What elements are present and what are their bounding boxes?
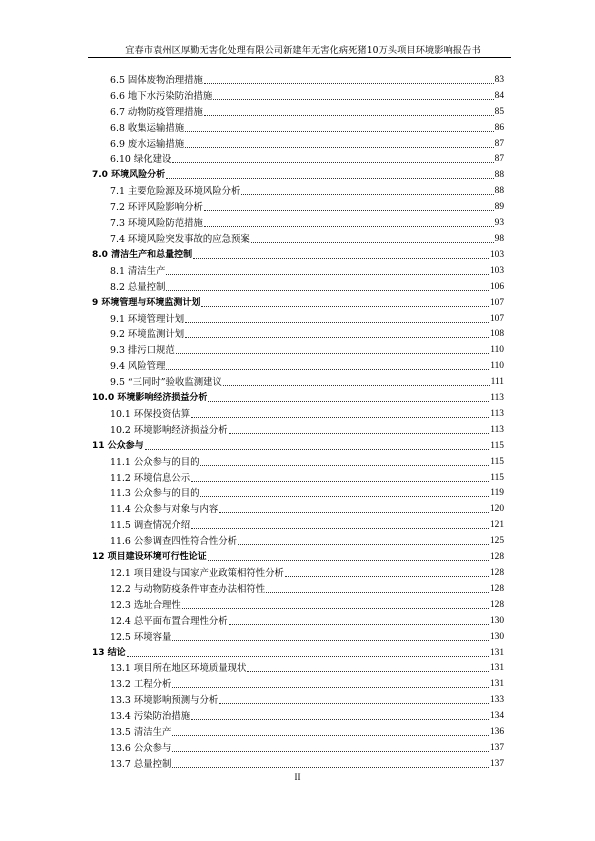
toc-entry-page: 87 (494, 154, 504, 165)
toc-entry-page: 137 (489, 758, 504, 769)
toc-chapter-entry[interactable] (92, 643, 504, 659)
toc-entry-page: 113 (490, 424, 504, 435)
toc-entry-label: 13.5 清洁生产 (110, 727, 172, 739)
toc-section-entry[interactable] (92, 197, 504, 213)
toc-section-entry[interactable] (92, 627, 504, 643)
toc-entry-label: 7.0 环境风险分析 (92, 170, 166, 181)
toc-section-entry[interactable] (92, 452, 504, 468)
toc-entry-page: 107 (489, 313, 504, 324)
toc-section-entry[interactable] (92, 309, 504, 325)
dot-leader (208, 560, 489, 561)
toc-entry-label: 13.4 污染防治措施 (110, 711, 191, 723)
toc-entry-page: 103 (489, 249, 504, 260)
toc-entry-page: 128 (489, 552, 504, 563)
toc-section-entry[interactable] (92, 595, 504, 611)
toc-section-entry[interactable] (92, 499, 504, 515)
toc-section-entry[interactable] (92, 86, 504, 102)
toc-section-entry[interactable] (92, 738, 504, 754)
dot-leader (229, 433, 490, 434)
toc-section-entry[interactable] (92, 563, 504, 579)
toc-entry-label: 13.1 项目所在地区环境质量现状 (110, 663, 247, 675)
toc-entry-label: 6.9 废水运输措施 (110, 138, 185, 150)
toc-entry-label: 9.3 排污口规范 (110, 345, 175, 357)
dot-leader (191, 417, 489, 418)
toc-entry-page: 120 (489, 504, 504, 515)
dot-leader (185, 337, 489, 338)
toc-entry-label: 12.4 总平面布置合理性分析 (110, 615, 228, 627)
toc-section-entry[interactable] (92, 340, 504, 356)
dot-leader (247, 671, 489, 672)
toc-entry-label: 13.2 工程分析 (110, 679, 172, 691)
toc-entry-page: 121 (489, 520, 504, 531)
toc-section-entry[interactable] (92, 372, 504, 388)
toc-entry-label: 7.4 环境风险突发事故的应急预案 (110, 233, 250, 245)
toc-entry-page: 89 (494, 202, 504, 213)
toc-entry-page: 137 (489, 742, 504, 753)
toc-entry-page: 130 (489, 615, 504, 626)
dot-leader (185, 147, 493, 148)
toc-entry-page: 87 (494, 138, 504, 149)
toc-entry-label: 12.1 项目建设与国家产业政策相符性分析 (110, 568, 284, 579)
dot-leader (172, 687, 489, 688)
toc-entry-label: 11 公众参与 (92, 440, 144, 451)
dot-leader (172, 751, 489, 752)
dot-leader (204, 226, 494, 227)
toc-section-entry[interactable] (92, 515, 504, 531)
dot-leader (166, 274, 489, 275)
toc-entry-label: 12.2 与动物防疫条件审查办法相符性 (110, 583, 266, 595)
dot-leader (219, 703, 489, 704)
dot-leader (251, 242, 494, 243)
toc-entry-label: 6.8 收集运输措施 (110, 122, 185, 134)
toc-entry-page: 88 (494, 186, 504, 197)
toc-entry-label: 13.6 公众参与 (110, 742, 172, 754)
toc-entry-label: 7.3 环境风险防范措施 (110, 218, 203, 230)
toc-section-entry[interactable] (92, 102, 504, 118)
toc-entry-label: 11.5 调查情况介绍 (110, 520, 191, 532)
toc-entry-page: 108 (489, 329, 504, 340)
dot-leader (200, 465, 489, 466)
toc-entry-page: 115 (490, 440, 504, 451)
toc-entry-page: 83 (494, 74, 504, 85)
toc-entry-page: 111 (490, 377, 504, 388)
dot-leader (223, 385, 490, 386)
toc-entry-label: 13 结论 (92, 647, 126, 658)
dot-leader (191, 481, 489, 482)
toc-entry-page: 98 (494, 233, 504, 244)
header-rule (88, 57, 511, 58)
toc-entry-label: 10.2 环境影响经济损益分析 (110, 424, 228, 436)
toc-entry-page: 85 (494, 106, 504, 117)
toc-entry-page: 128 (489, 599, 504, 610)
toc-entry-label: 7.2 环评风险影响分析 (110, 202, 203, 214)
dot-leader (176, 353, 490, 354)
toc-section-entry[interactable] (92, 261, 504, 277)
toc-section-entry[interactable] (92, 150, 504, 166)
toc-section-entry[interactable] (92, 579, 504, 595)
toc-section-entry[interactable] (92, 611, 504, 627)
dot-leader (285, 576, 489, 577)
toc-entry-label: 12 项目建设环境可行性论证 (92, 552, 207, 563)
running-header: 宜春市袁州区厚勤无害化处理有限公司新建年无害化病死猪10万头项目环境影响报告书 (125, 45, 481, 56)
toc-entry-label: 13.7 总量控制 (110, 758, 172, 770)
toc-section-entry[interactable] (92, 356, 504, 372)
toc-entry-label: 6.6 地下水污染防治措施 (110, 90, 213, 102)
toc-chapter-entry[interactable] (92, 165, 504, 181)
dot-leader (166, 369, 489, 370)
toc-entry-page: 119 (490, 488, 504, 499)
toc-chapter-entry[interactable] (92, 293, 504, 309)
toc-section-entry[interactable] (92, 659, 504, 675)
toc-section-entry[interactable] (92, 690, 504, 706)
dot-leader (145, 449, 490, 450)
toc-entry-page: 113 (490, 393, 504, 404)
toc-entry-page: 106 (489, 281, 504, 292)
toc-entry-page: 113 (490, 408, 504, 419)
toc-entry-label: 6.10 绿化建设 (110, 154, 172, 166)
toc-entry-label: 8.1 清洁生产 (110, 265, 166, 277)
dot-leader (229, 624, 489, 625)
toc-entry-page: 107 (489, 297, 504, 308)
page-number: II (294, 772, 301, 782)
toc-entry-page: 125 (489, 536, 504, 547)
toc-entry-page: 136 (489, 727, 504, 738)
dot-leader (172, 735, 489, 736)
toc-entry-page: 103 (489, 265, 504, 276)
toc-section-entry[interactable] (92, 325, 504, 341)
toc-entry-page: 133 (489, 695, 504, 706)
toc-entry-page: 134 (489, 711, 504, 722)
toc-chapter-entry[interactable] (92, 547, 504, 563)
dot-leader (185, 131, 493, 132)
dot-leader (182, 608, 489, 609)
toc-entry-page: 131 (489, 679, 504, 690)
toc-entry-page: 131 (489, 647, 504, 658)
toc-entry-page: 115 (490, 472, 504, 483)
toc-section-entry[interactable] (92, 754, 504, 770)
toc-entry-label: 10.0 环境影响经济损益分析 (92, 393, 208, 404)
toc-entry-label: 8.2 总量控制 (110, 281, 166, 293)
toc-entry-label: 6.7 动物防疫管理措施 (110, 106, 203, 118)
toc-chapter-entry[interactable] (92, 245, 504, 261)
toc-entry-label: 7.1 主要危险源及环境风险分析 (110, 186, 241, 198)
toc-entry-label: 11.3 公众参与的目的 (110, 488, 200, 500)
dot-leader (172, 767, 489, 768)
dot-leader (191, 528, 489, 529)
toc-entry-page: 128 (489, 568, 504, 578)
toc-entry-page: 93 (494, 218, 504, 229)
dot-leader (200, 496, 489, 497)
toc-section-entry[interactable] (92, 531, 504, 547)
dot-leader (191, 719, 489, 720)
dot-leader (266, 592, 489, 593)
toc-entry-label: 11.1 公众参与的目的 (110, 456, 200, 468)
dot-leader (193, 258, 489, 259)
toc-section-entry[interactable] (92, 674, 504, 690)
toc-entry-page: 128 (489, 583, 504, 594)
dot-leader (238, 544, 489, 545)
toc-entry-label: 11.2 环境信息公示 (110, 472, 191, 484)
toc-entry-page: 131 (489, 663, 504, 674)
toc-entry-page: 110 (490, 345, 504, 356)
dot-leader (185, 322, 489, 323)
toc-entry-label: 11.6 公参调查四性符合性分析 (110, 536, 237, 548)
toc-entry-page: 110 (490, 361, 504, 372)
toc-entry-label: 10.1 环保投资估算 (110, 408, 191, 420)
dot-leader (208, 401, 489, 402)
dot-leader (166, 178, 494, 179)
toc-entry-label: 9.2 环境监测计划 (110, 329, 185, 341)
toc-entry-label: 8.0 清洁生产和总量控制 (92, 249, 193, 260)
dot-leader (219, 512, 489, 513)
toc-section-entry[interactable] (92, 118, 504, 134)
toc-section-entry[interactable] (92, 484, 504, 500)
toc-entry-page: 130 (489, 631, 504, 642)
toc-entry-label: 9.1 环境管理计划 (110, 313, 185, 325)
toc-entry-page: 84 (494, 90, 504, 101)
dot-leader (204, 210, 494, 211)
toc-entry-label: 9.4 风险管理 (110, 361, 166, 373)
toc-entry-label: 11.4 公众参与对象与内容 (110, 504, 219, 516)
dot-leader (213, 99, 493, 100)
toc-section-entry[interactable] (92, 213, 504, 229)
toc-section-entry[interactable] (92, 181, 504, 197)
toc-section-entry[interactable] (92, 134, 504, 150)
dot-leader (172, 640, 489, 641)
toc-entry-page: 88 (494, 170, 504, 181)
toc-section-entry[interactable] (92, 468, 504, 484)
toc-entry-page: 115 (490, 456, 504, 467)
toc-entry-label: 9.5 “三同时”验收监测建议 (110, 377, 222, 389)
toc-section-entry[interactable] (92, 706, 504, 722)
dot-leader (172, 162, 493, 163)
toc-section-entry[interactable] (92, 722, 504, 738)
dot-leader (166, 290, 489, 291)
toc-entry-label: 12.3 选址合理性 (110, 599, 181, 611)
table-of-contents (92, 70, 504, 770)
toc-entry-label: 13.3 环境影响预测与分析 (110, 695, 219, 707)
toc-section-entry[interactable] (92, 70, 504, 86)
toc-section-entry[interactable] (92, 420, 504, 436)
toc-entry-label: 6.5 固体废物治理措施 (110, 74, 203, 86)
toc-chapter-entry[interactable] (92, 436, 504, 452)
dot-leader (127, 656, 489, 657)
toc-section-entry[interactable] (92, 229, 504, 245)
dot-leader (241, 194, 493, 195)
toc-entry-page: 86 (494, 122, 504, 133)
toc-entry-label: 12.5 环境容量 (110, 631, 172, 643)
toc-section-entry[interactable] (92, 277, 504, 293)
toc-chapter-entry[interactable] (92, 388, 504, 404)
dot-leader (201, 306, 489, 307)
toc-entry-label: 9 环境管理与环境监测计划 (92, 297, 201, 308)
dot-leader (204, 115, 494, 116)
toc-section-entry[interactable] (92, 404, 504, 420)
dot-leader (204, 83, 494, 84)
